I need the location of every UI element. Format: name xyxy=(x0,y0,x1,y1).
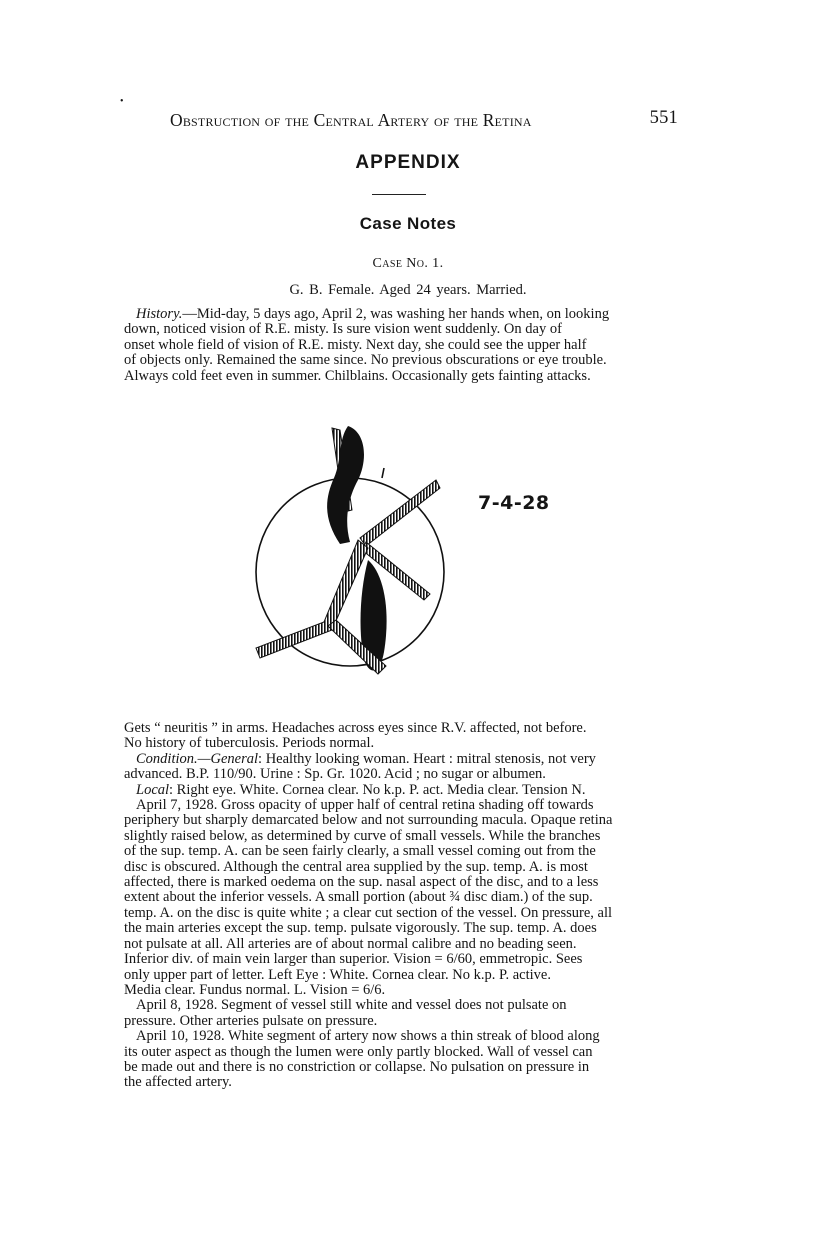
appendix-title: APPENDIX xyxy=(355,152,461,173)
condition-line: Condition.—General: Healthy looking woman. Heart : mitral stenosis, not very xyxy=(136,750,596,767)
small-vessel-mark xyxy=(382,468,384,478)
running-head xyxy=(170,110,690,134)
figure-date: 7-4-28 xyxy=(478,492,550,514)
april10-line: the affected artery. xyxy=(124,1074,232,1091)
history-line: down, noticed vision of R.E. misty. Is sure vision went suddenly. On day of xyxy=(124,321,562,338)
april7-line: extent about the inferior vessels. A small portion (about ¾ disc diam.) of the sup. xyxy=(124,889,593,906)
april7-line: Inferior div. of main vein larger than superior. Vision = 6/60, emmetropic. Sees xyxy=(124,951,583,968)
section-title: Case Notes xyxy=(359,214,457,233)
page-number: 551 xyxy=(649,108,678,128)
history-paragraph xyxy=(124,307,690,384)
local-label: Local xyxy=(136,781,170,798)
history-line: History.—Mid-day, 5 days ago, April 2, was washing her hands when, on looking xyxy=(136,306,610,322)
april8-line: April 8, 1928. Segment of vessel still white and vessel does not pulsate on xyxy=(136,997,567,1014)
april7-line: Media clear. Fundus normal. L. Vision = 6/6. xyxy=(124,981,386,998)
april7-line: April 7, 1928. Gross opacity of upper half of central retina shading off towards xyxy=(136,797,594,814)
april7-line: only upper part of letter. Left Eye : White. Cornea clear. No k.p. P. active. xyxy=(124,966,551,983)
april7-line: affected, there is marked oedema on the sup. nasal aspect of the disc, and to a less xyxy=(124,874,599,891)
print-speck: • xyxy=(120,96,124,107)
april7-line: periphery but sharply demarcated below and not surrounding macula. Opaque retina xyxy=(124,812,613,829)
upper-vein-segment xyxy=(327,426,364,544)
april10-line: April 10, 1928. White segment of artery now shows a thin streak of blood along xyxy=(136,1028,600,1045)
condition-line: advanced. B.P. 110/90. Urine : Sp. Gr. 1020. Acid ; no sugar or albumen. xyxy=(124,766,546,783)
history-line: onset whole field of vision of R.E. misty. Next day, she could see the upper half xyxy=(124,336,587,353)
history-line: Always cold feet even in summer. Chilblains. Occasionally gets fainting attacks. xyxy=(124,367,591,384)
april7-line: of the sup. temp. A. can be seen fairly clearly, a small vessel coming out from the xyxy=(124,843,596,860)
condition-label: Condition.—General xyxy=(136,750,259,767)
running-title: Obstruction of the Central Artery of the Retina xyxy=(170,110,532,130)
april7-line: disc is obscured. Although the central area supplied by the sup. temp. A. is most xyxy=(124,858,588,875)
patient-line: G. B. Female. Aged 24 years. Married. xyxy=(289,282,527,298)
fundus-sketch xyxy=(240,420,460,686)
april10-line: be made out and there is no constriction or collapse. No pulsation on pressure in xyxy=(124,1058,590,1075)
history-line: of objects only. Remained the same since. No previous obscurations or eye trouble. xyxy=(124,352,607,369)
april8-line: pressure. Other arteries pulsate on pressure. xyxy=(124,1012,378,1029)
april10-line: its outer aspect as though the lumen were only partly blocked. Wall of vessel can xyxy=(124,1043,593,1060)
local-line: Local: Right eye. White. Cornea clear. No k.p. P. act. Media clear. Tension N. xyxy=(136,781,586,798)
upper-right-vessel xyxy=(360,480,440,546)
april7-line: slightly raised below, as determined by curve of small vessels. While the branches xyxy=(124,827,601,844)
april7-line: temp. A. on the disc is quite white ; a clear cut section of the vessel. On pressure, all xyxy=(124,904,613,921)
title-rule xyxy=(372,194,426,195)
april7-line: not pulsate at all. All arteries are of about normal calibre and no beading seen. xyxy=(124,935,577,952)
history-label: History. xyxy=(136,306,183,322)
case-number: Case No. 1. xyxy=(372,256,444,271)
continuation-line: Gets “ neuritis ” in arms. Headaches across eyes since R.V. affected, not before. xyxy=(124,720,587,736)
april7-line: the main arteries except the sup. temp. pulsate vigorously. The sup. temp. A. does xyxy=(124,920,597,937)
case-body-paragraph xyxy=(124,721,690,1091)
continuation-line: No history of tuberculosis. Periods normal. xyxy=(124,735,375,752)
